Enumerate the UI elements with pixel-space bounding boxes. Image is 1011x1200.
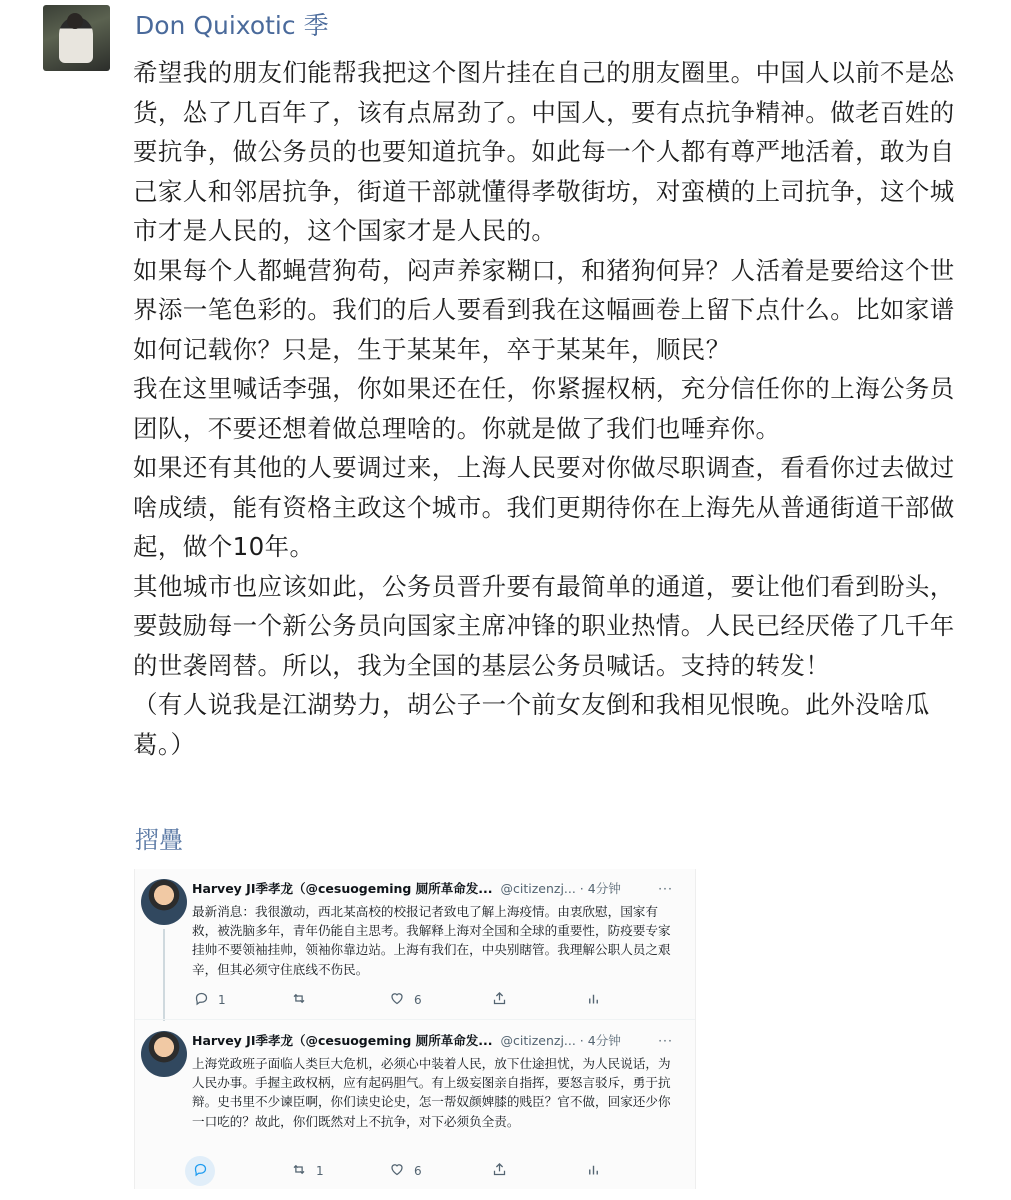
- share-button[interactable]: [490, 990, 508, 1010]
- retweet-button[interactable]: [290, 990, 316, 1010]
- tweet-author-name[interactable]: Harvey JI季孝龙（@cesuogeming 厕所革命发...: [192, 881, 493, 896]
- post-paragraph: 我在这里喊话李强，你如果还在任，你紧握权柄，充分信任你的上海公务员团队，不要还想着做总理啥的。你就是做了我们也唾弃你。: [133, 374, 955, 443]
- share-icon: [490, 1161, 508, 1181]
- share-icon: [490, 990, 508, 1010]
- tweet-actions: [192, 1161, 632, 1181]
- stats-button[interactable]: [584, 1161, 602, 1181]
- tweet-divider: [135, 1019, 695, 1020]
- tweet-text: 上海党政班子面临人类巨大危机，必须心中装着人民，放下仕途担忧，为人民说话，为人民办事。手握主政权柄，应有起码胆气。有上级妄图亲自指挥，要怒言驳斥，勇于抗辩。史书里不少谏臣啊，你们读史论史，怎一帮奴颜婢膝的贱臣？官不做，回家还少你一口吃的？故此，你们既然对上不抗争，对下必须负全责。: [192, 1056, 671, 1129]
- reply-count: 1: [218, 993, 226, 1007]
- reply-button[interactable]: [192, 990, 226, 1010]
- retweet-count: 1: [316, 1164, 324, 1178]
- retweet-icon: [290, 990, 308, 1010]
- author-name[interactable]: Don Quixotic 季: [135, 11, 329, 40]
- tweet-handle-time[interactable]: @citizenzj... · 4分钟: [500, 1033, 621, 1048]
- heart-icon: [388, 1161, 406, 1181]
- more-options-icon[interactable]: ···: [658, 881, 673, 896]
- post-body: [133, 53, 973, 764]
- retweet-button[interactable]: [290, 1161, 324, 1181]
- tweet-card[interactable]: [135, 1021, 695, 1189]
- like-button[interactable]: [388, 1161, 422, 1181]
- post-paragraph: 希望我的朋友们能帮我把这个图片挂在自己的朋友圈里。中国人以前不是怂货，怂了几百年了，该有点屌劲了。中国人，要有点抗争精神。做老百姓的要抗争，做公务员的也要知道抗争。如此每一个人都有尊严地活着，敢为自己家人和邻居抗争，街道干部就懂得孝敬街坊，对蛮横的上司抗争，这个城市才是人民的，这个国家才是人民的。: [133, 58, 955, 245]
- reply-icon: [185, 1156, 215, 1186]
- fold-link[interactable]: 摺疊: [135, 826, 183, 854]
- tweet-actions: [192, 990, 632, 1010]
- stats-icon: [584, 1161, 602, 1181]
- tweet-header: [192, 878, 687, 900]
- embedded-tweet-screenshot[interactable]: [134, 869, 696, 1189]
- retweet-icon: [290, 1161, 308, 1181]
- heart-icon: [388, 990, 406, 1010]
- more-options-icon[interactable]: ···: [658, 1033, 673, 1048]
- reply-button[interactable]: [192, 1161, 223, 1181]
- share-button[interactable]: [490, 1161, 508, 1181]
- author-avatar[interactable]: [43, 5, 110, 71]
- stats-icon: [584, 990, 602, 1010]
- like-count: 6: [414, 993, 422, 1007]
- tweet-text: 最新消息：我很激动，西北某高校的校报记者致电了解上海疫情。由衷欣慰，国家有救，被洗脑多年，青年仍能自主思考。我解释上海对全国和全球的重要性，防疫要专家挂帅不要领袖挂帅，领袖你靠边站。上海有我们在，中央别瞎管。我理解公职人员之艰辛，但其必须守住底线不伤民。: [192, 904, 671, 977]
- tweet-avatar[interactable]: [141, 879, 187, 925]
- avatar-head-shape: [67, 13, 83, 29]
- tweet-header: [192, 1030, 687, 1052]
- post-paragraph: 如果每个人都蝇营狗苟，闷声养家糊口，和猪狗何异？人活着是要给这个世界添一笔色彩的。我们的后人要看到我在这幅画卷上留下点什么。比如家谱如何记载你？只是，生于某某年，卒于某某年，顺民？: [133, 255, 955, 364]
- tweet-card[interactable]: [135, 869, 695, 1019]
- thread-connector: [163, 929, 165, 1021]
- like-count: 6: [414, 1164, 422, 1178]
- stats-button[interactable]: [584, 990, 602, 1010]
- tweet-avatar[interactable]: [141, 1031, 187, 1077]
- tweet-handle-time[interactable]: @citizenzj... · 4分钟: [500, 881, 621, 896]
- post-paragraph: （有人说我是江湖势力，胡公子一个前女友倒和我相见恨晚。此外没啥瓜葛。）: [133, 690, 930, 759]
- post-paragraph: 其他城市也应该如此，公务员晋升要有最简单的通道，要让他们看到盼头，要鼓励每一个新公务员向国家主席冲锋的职业热情。人民已经厌倦了几千年的世袭罔替。所以，我为全国的基层公务员喊话。支持的转发！: [133, 571, 955, 680]
- like-button[interactable]: [388, 990, 422, 1010]
- tweet-author-name[interactable]: Harvey JI季孝龙（@cesuogeming 厕所革命发...: [192, 1033, 493, 1048]
- post-paragraph: 如果还有其他的人要调过来，上海人民要对你做尽职调查，看看你过去做过啥成绩，能有资格主政这个城市。我们更期待你在上海先从普通街道干部做起，做个10年。: [133, 453, 955, 561]
- reply-icon: [192, 990, 210, 1010]
